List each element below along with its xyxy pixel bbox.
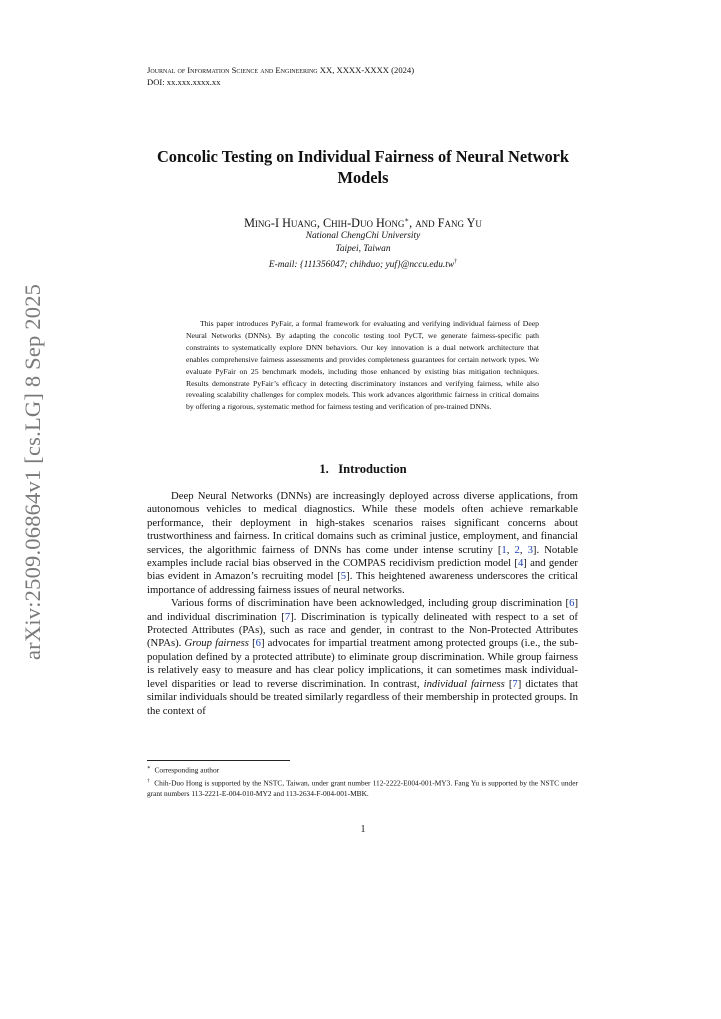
emphasis-term: individual fairness — [423, 677, 505, 690]
text-run: ] and individual discrimination [ — [147, 597, 578, 623]
email-footnote-mark: † — [454, 258, 458, 265]
citation-link[interactable]: 6 — [255, 637, 261, 650]
page-number: 1 — [360, 824, 366, 835]
location: Taipei, Taiwan — [335, 243, 391, 254]
footnote-text: Chih-Duo Hong is supported by the NSTC, Taiwan, under grant number 112-2222-E004-001-MY3. Fang Yu is supported by the NSTC under grant numbers 113-2221-E-004-010-MY2 and 113-2634-F-004-001-MBK. — [147, 778, 578, 798]
emphasis-term: Group fairness — [184, 637, 249, 650]
section-heading — [140, 462, 586, 477]
journal-volume: XX, XXXX-XXXX (2024) — [319, 65, 415, 75]
citation-link[interactable]: 1 — [501, 543, 507, 556]
paper-title: Concolic Testing on Individual Fairness of Neural Network Models — [156, 147, 570, 187]
citation-link[interactable]: 2 — [514, 543, 520, 556]
journal-name: Journal of Information Science and Engineering — [147, 65, 318, 75]
affiliation — [140, 230, 586, 272]
section-title: Introduction — [338, 462, 407, 476]
footnote-1 — [147, 763, 578, 776]
text-run: ]. Discrimination is typically delineated with respect to a set of Protected Attributes (PAs), such as race and gender, in contrast to the Non-Protected Attributes (NPAs). — [147, 610, 578, 650]
section-number: 1. — [319, 462, 329, 476]
author-list — [140, 213, 586, 231]
paragraph-2 — [147, 597, 578, 718]
citation-link[interactable]: 5 — [340, 570, 347, 583]
citation-link[interactable]: 6 — [569, 597, 575, 610]
citation-link[interactable]: 4 — [517, 557, 524, 570]
author-2: Chih-Duo Hong — [322, 216, 405, 231]
citation-link[interactable]: 7 — [284, 610, 291, 623]
text-run: [ — [504, 677, 513, 690]
abstract: This paper introduces PyFair, a formal framework for evaluating and verifying individual fairness of Deep Neural Networks (DNNs). By adapting the concolic testing tool PyCT, we generate fairness-specific path constraints to systematically explore DNN behaviors. Our key innovation is a dual network architecture that enables comprehensive fairness assessments and provides completeness guarantees for certain network types. We evaluate PyFair on 25 benchmark models, including those enhanced by existing bias mitigation techniques. Results demonstrate PyFair’s efficacy in detecting discriminatory instances and verifying fairness, while also revealing scalability challenges for complex models. This work advances algorithmic fairness in critical domains by offering a rigorous, systematic method for fairness testing and verification of pre-trained DNNs. — [186, 319, 539, 412]
footnote-mark: ∗ — [147, 765, 151, 771]
text-run: , — [519, 543, 528, 556]
running-head — [147, 65, 414, 88]
footnote-2 — [147, 776, 578, 799]
doi: DOI: xx.xxx.xxxx.xx — [147, 76, 221, 87]
arxiv-identifier: arXiv:2509.06864v1 [cs.LG] 8 Sep 2025 — [20, 283, 45, 660]
body-text — [147, 490, 578, 718]
author-separator: and — [415, 216, 435, 231]
email: E-mail: {111356047; chihduo; yuf}@nccu.edu.tw — [268, 259, 455, 270]
institution: National ChengChi University — [305, 231, 421, 241]
citation-link[interactable]: 7 — [512, 677, 518, 690]
text-run: Various forms of discrimination have been acknowledged, including group discrimination [ — [171, 597, 570, 610]
footnote-text: Corresponding author — [154, 765, 220, 775]
text-run: [ — [248, 637, 256, 650]
text-run: ] advocates for impartial treatment among protected groups (i.e., the sub-population defined by a protected attribute) to eliminate group discrimination. While group fairness is relatively easy to measure and has clear policy implications, it can sometimes mask individual-level disparities or lead to reverse discrimination. In contrast, — [147, 637, 579, 690]
text-run: ]. This heightened awareness underscores the critical importance of addressing fairness issues of neural networks. — [147, 570, 578, 596]
citation-link[interactable]: 3 — [527, 543, 533, 556]
text-run: ] and gender bias evident in Amazon’s recruiting model [ — [147, 557, 578, 583]
footnote-mark: † — [147, 777, 151, 784]
text-run: ] dictates that similar individuals should be treated similarly regardless of their membership in protected groups. In the context of — [147, 677, 579, 717]
paragraph-1 — [147, 490, 578, 597]
footnote-rule — [147, 760, 290, 761]
text-run: , — [506, 543, 515, 556]
author-2-separator: , — [409, 216, 413, 231]
text-run: Deep Neural Networks (DNNs) are increasingly deployed across diverse applications, from autonomous vehicles to medical diagnostics. While these models often achieve remarkable performance, their deployment in high-stakes scenarios raises significant concerns about trustworthiness and fairness. In critical domains such as criminal justice, employment, and financial services, the algorithmic fairness of DNNs has come under intense scrutiny [ — [147, 490, 578, 556]
footnotes — [147, 763, 578, 799]
author-1: Ming-I Huang, — [244, 216, 320, 231]
author-3: Fang Yu — [437, 216, 482, 231]
text-run: ]. Notable examples include racial bias observed in the COMPAS recidivism prediction model [ — [147, 543, 579, 570]
corresponding-mark: ∗ — [404, 216, 410, 224]
